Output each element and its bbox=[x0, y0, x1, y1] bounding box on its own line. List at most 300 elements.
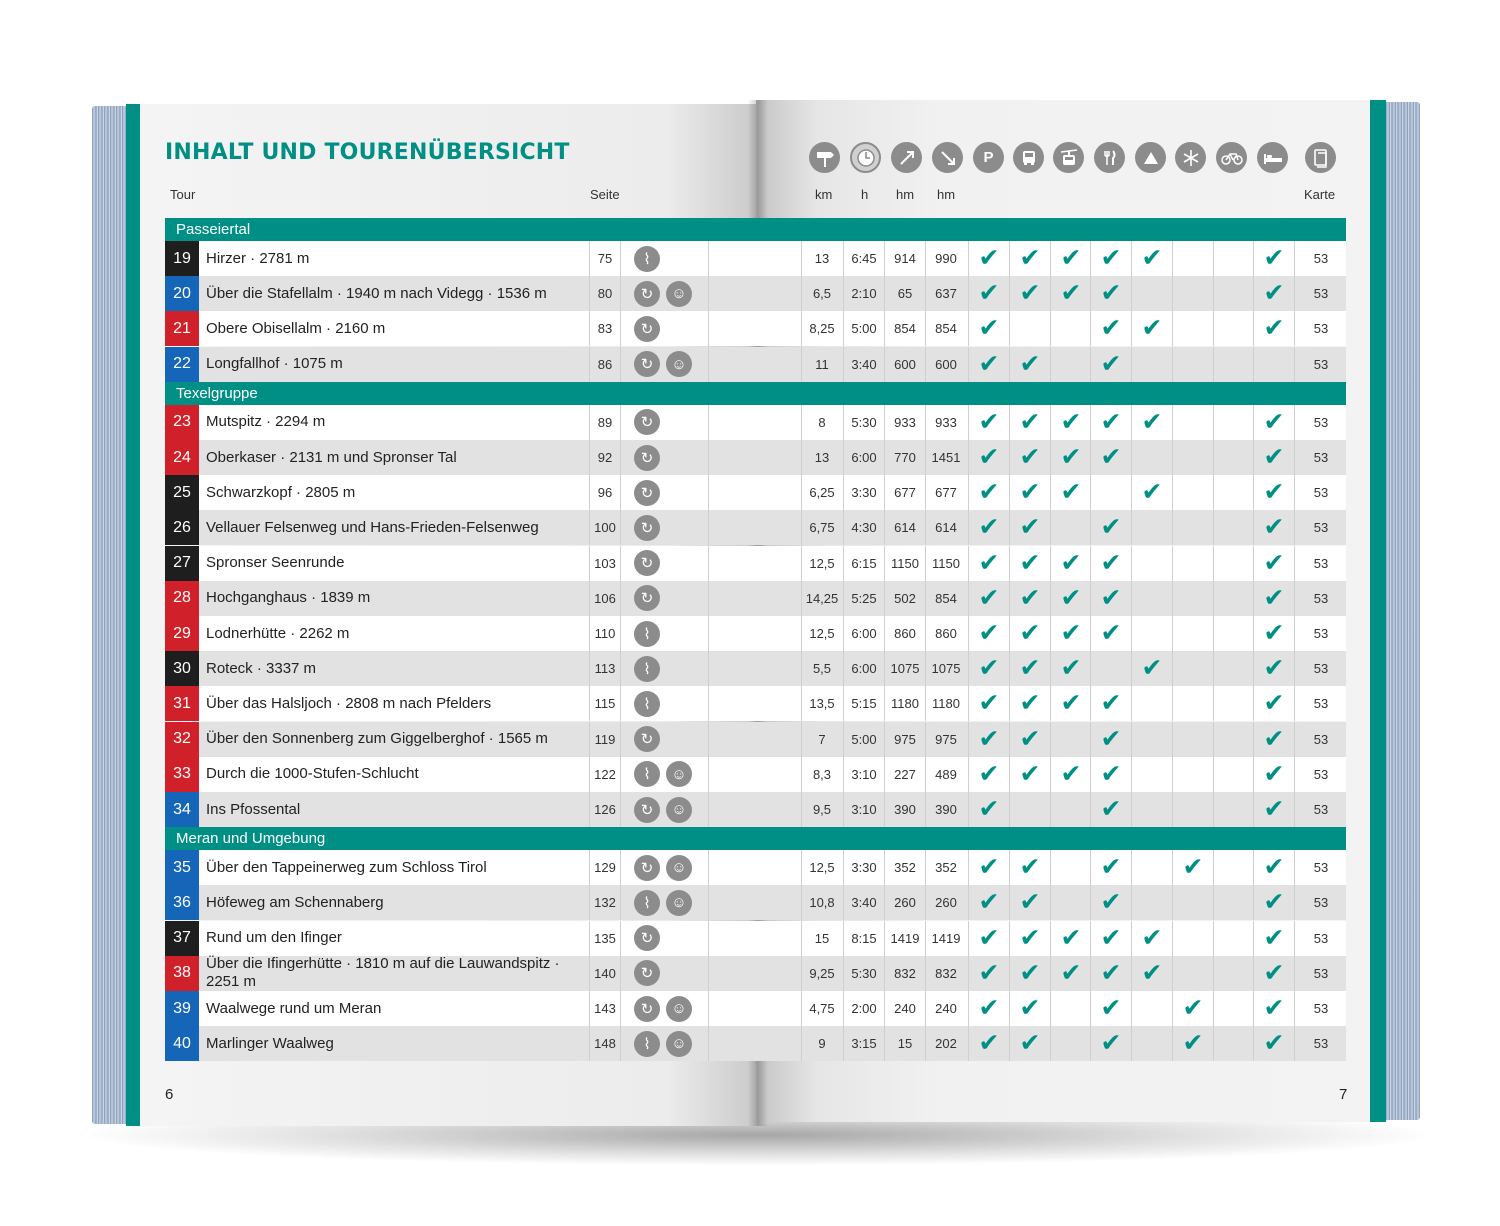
tour-number: 23 bbox=[165, 405, 199, 440]
check-icon: ✔ bbox=[1100, 443, 1122, 471]
kids-icon: ☺ bbox=[666, 890, 692, 916]
empty-cell bbox=[708, 885, 749, 920]
check-cell bbox=[1131, 241, 1172, 276]
table-row[interactable] bbox=[165, 475, 1346, 510]
check-icon: ✔ bbox=[1060, 407, 1082, 436]
check-icon: ✔ bbox=[1060, 689, 1082, 718]
check-icon: ✔ bbox=[1263, 795, 1285, 823]
table-row[interactable] bbox=[165, 347, 1346, 382]
check-icon: ✔ bbox=[1019, 689, 1041, 718]
kids-icon: ☺ bbox=[666, 855, 692, 881]
tour-number: 33 bbox=[165, 757, 199, 792]
clock-icon bbox=[850, 142, 881, 173]
check-cell bbox=[1213, 440, 1254, 475]
right-teal-border bbox=[1370, 100, 1386, 1122]
tour-number: 32 bbox=[165, 722, 199, 757]
empty-cell bbox=[708, 440, 749, 475]
tour-name: Vellauer Felsenweg und Hans-Frieden-Felsenweg bbox=[206, 518, 539, 536]
tour-descent: 975 bbox=[925, 722, 966, 757]
check-cell bbox=[1253, 581, 1294, 616]
check-cell bbox=[1213, 921, 1254, 956]
check-cell bbox=[1253, 475, 1294, 510]
table-row[interactable] bbox=[165, 792, 1346, 827]
check-cell bbox=[1050, 1026, 1091, 1061]
tour-ascent: 502 bbox=[884, 581, 925, 616]
check-cell bbox=[968, 241, 1009, 276]
check-cell bbox=[1131, 885, 1172, 920]
table-row[interactable] bbox=[165, 1026, 1346, 1061]
tour-name: Roteck · 3337 m bbox=[206, 659, 317, 677]
check-cell bbox=[1050, 956, 1091, 991]
tour-number: 28 bbox=[165, 581, 199, 616]
tour-name: Lodnerhütte · 2262 m bbox=[206, 624, 350, 642]
tour-symbols bbox=[620, 347, 708, 382]
check-cell bbox=[1172, 1026, 1213, 1061]
tour-page: 86 bbox=[589, 347, 620, 382]
tour-name: Über den Tappeinerweg zum Schloss Tirol bbox=[206, 858, 487, 876]
tour-descent: 637 bbox=[925, 276, 966, 311]
loop-icon: ↻ bbox=[634, 797, 660, 823]
tour-distance: 6,75 bbox=[801, 510, 842, 545]
check-cell bbox=[1009, 991, 1050, 1026]
tour-name: Durch die 1000-Stufen-Schlucht bbox=[206, 765, 419, 783]
tour-number: 30 bbox=[165, 651, 199, 686]
check-icon: ✔ bbox=[1141, 958, 1163, 987]
tour-map: 53 bbox=[1294, 276, 1347, 311]
loop-icon: ↻ bbox=[634, 445, 660, 471]
check-icon: ✔ bbox=[1100, 1029, 1122, 1058]
check-cell bbox=[1253, 1026, 1294, 1061]
check-icon: ✔ bbox=[1019, 407, 1041, 436]
tour-name: Oberkaser · 2131 m und Spronser Tal bbox=[206, 448, 457, 466]
tour-name: Über den Sonnenberg zum Giggelberghof · 1565 m bbox=[206, 730, 548, 748]
tour-page: 113 bbox=[589, 651, 620, 686]
tour-name: Obere Obisellalm · 2160 m bbox=[206, 319, 386, 337]
tour-number: 39 bbox=[165, 991, 199, 1026]
tour-map: 53 bbox=[1294, 757, 1347, 792]
table-row[interactable] bbox=[165, 885, 1346, 920]
check-cell bbox=[968, 757, 1009, 792]
check-icon: ✔ bbox=[1100, 795, 1122, 823]
check-cell bbox=[1131, 311, 1172, 346]
check-icon: ✔ bbox=[978, 513, 1000, 542]
tour-symbols bbox=[620, 792, 708, 827]
check-icon: ✔ bbox=[1019, 853, 1041, 882]
check-icon: ✔ bbox=[978, 583, 1000, 612]
tour-ascent: 832 bbox=[884, 956, 925, 991]
tour-map: 53 bbox=[1294, 792, 1347, 827]
bus-icon bbox=[1013, 142, 1044, 173]
table-row[interactable] bbox=[165, 686, 1346, 721]
header-h: h bbox=[861, 187, 869, 202]
check-icon: ✔ bbox=[1100, 958, 1122, 987]
check-cell bbox=[1172, 440, 1213, 475]
check-icon: ✔ bbox=[1019, 888, 1041, 917]
check-icon: ✔ bbox=[1263, 888, 1285, 917]
left-teal-border bbox=[126, 104, 140, 1126]
check-cell bbox=[1090, 405, 1131, 440]
table-row[interactable] bbox=[165, 510, 1346, 545]
check-icon: ✔ bbox=[1019, 1029, 1041, 1058]
check-cell bbox=[1253, 722, 1294, 757]
restaurant-icon bbox=[1094, 142, 1125, 173]
tour-symbols bbox=[620, 440, 708, 475]
check-cell bbox=[1213, 1026, 1254, 1061]
check-cell bbox=[968, 991, 1009, 1026]
check-cell bbox=[1213, 546, 1254, 581]
winter-icon bbox=[1175, 142, 1206, 173]
check-cell bbox=[1131, 581, 1172, 616]
table-row[interactable] bbox=[165, 651, 1346, 686]
check-icon: ✔ bbox=[1060, 244, 1082, 272]
table-row[interactable] bbox=[165, 581, 1346, 616]
table-row[interactable] bbox=[165, 757, 1346, 792]
check-icon: ✔ bbox=[1100, 548, 1122, 577]
check-cell bbox=[1050, 757, 1091, 792]
check-cell bbox=[1172, 651, 1213, 686]
tour-name: Über die Ifingerhütte · 1810 m auf die Lauwandspitz · 2251 m bbox=[206, 955, 560, 991]
route-icon: ⌇ bbox=[634, 1031, 660, 1057]
tour-ascent: 1075 bbox=[884, 651, 925, 686]
tour-map: 53 bbox=[1294, 475, 1347, 510]
tour-descent: 352 bbox=[925, 850, 966, 885]
check-cell bbox=[1090, 850, 1131, 885]
check-cell bbox=[1213, 651, 1254, 686]
check-cell bbox=[1213, 991, 1254, 1026]
empty-cell bbox=[708, 546, 749, 581]
tour-map: 53 bbox=[1294, 956, 1347, 991]
empty-cell bbox=[708, 850, 749, 885]
check-icon: ✔ bbox=[978, 443, 1000, 471]
tour-descent: 1150 bbox=[925, 546, 966, 581]
check-icon: ✔ bbox=[1100, 923, 1122, 952]
check-icon: ✔ bbox=[978, 1029, 1000, 1058]
tour-descent: 1419 bbox=[925, 921, 966, 956]
check-cell bbox=[1213, 956, 1254, 991]
table-row[interactable] bbox=[165, 991, 1346, 1026]
check-icon: ✔ bbox=[978, 795, 1000, 823]
check-icon: ✔ bbox=[1019, 513, 1041, 542]
check-cell bbox=[1050, 686, 1091, 721]
check-icon: ✔ bbox=[978, 478, 1000, 507]
check-cell bbox=[1090, 885, 1131, 920]
table-row[interactable] bbox=[165, 850, 1346, 885]
table-row[interactable] bbox=[165, 311, 1346, 346]
tour-number: 35 bbox=[165, 850, 199, 885]
tour-ascent: 260 bbox=[884, 885, 925, 920]
tour-ascent: 240 bbox=[884, 991, 925, 1026]
check-cell bbox=[1009, 686, 1050, 721]
tour-map: 53 bbox=[1294, 921, 1347, 956]
check-cell bbox=[1253, 546, 1294, 581]
empty-cell bbox=[708, 792, 749, 827]
table-row[interactable] bbox=[165, 241, 1346, 276]
tour-symbols bbox=[620, 722, 708, 757]
tour-descent: 240 bbox=[925, 991, 966, 1026]
tour-distance: 12,5 bbox=[801, 616, 842, 651]
tour-distance: 6,5 bbox=[801, 276, 842, 311]
check-cell bbox=[1131, 651, 1172, 686]
check-cell bbox=[968, 885, 1009, 920]
check-cell bbox=[1172, 956, 1213, 991]
check-icon: ✔ bbox=[1060, 759, 1082, 788]
kids-icon: ☺ bbox=[666, 281, 692, 307]
tour-descent: 860 bbox=[925, 616, 966, 651]
check-icon: ✔ bbox=[978, 994, 1000, 1022]
check-cell bbox=[1172, 722, 1213, 757]
cablecar-icon bbox=[1053, 142, 1084, 173]
tour-page: 96 bbox=[589, 475, 620, 510]
check-cell bbox=[1050, 850, 1091, 885]
tour-map: 53 bbox=[1294, 722, 1347, 757]
page-number-left: 6 bbox=[165, 1086, 174, 1103]
check-icon: ✔ bbox=[1060, 478, 1082, 507]
empty-cell bbox=[708, 722, 749, 757]
check-cell bbox=[1090, 347, 1131, 382]
check-cell bbox=[1213, 616, 1254, 651]
tour-page: 119 bbox=[589, 722, 620, 757]
tour-duration: 8:15 bbox=[843, 921, 884, 956]
tour-distance: 11 bbox=[801, 347, 842, 382]
tour-duration: 3:30 bbox=[843, 475, 884, 510]
tour-distance: 8,25 bbox=[801, 311, 842, 346]
check-icon: ✔ bbox=[978, 548, 1000, 577]
tour-symbols bbox=[620, 311, 708, 346]
check-icon: ✔ bbox=[1019, 349, 1041, 378]
tour-distance: 6,25 bbox=[801, 475, 842, 510]
tour-name: Marlinger Waalweg bbox=[206, 1034, 334, 1052]
tour-number: 21 bbox=[165, 311, 199, 346]
empty-cell bbox=[708, 475, 749, 510]
tour-ascent: 390 bbox=[884, 792, 925, 827]
tour-name: Ins Pfossental bbox=[206, 800, 301, 818]
check-icon: ✔ bbox=[1263, 759, 1285, 788]
tour-name: Schwarzkopf · 2805 m bbox=[206, 483, 356, 501]
check-cell bbox=[1253, 850, 1294, 885]
header-hm-down: hm bbox=[937, 187, 956, 202]
title-arrow-icon bbox=[126, 136, 140, 160]
check-cell bbox=[1050, 616, 1091, 651]
tour-symbols bbox=[620, 510, 708, 545]
check-cell bbox=[1253, 991, 1294, 1026]
signpost-icon bbox=[809, 142, 840, 173]
check-icon: ✔ bbox=[1019, 583, 1041, 612]
table-row[interactable] bbox=[165, 405, 1346, 440]
tour-number: 31 bbox=[165, 686, 199, 721]
check-cell bbox=[1090, 276, 1131, 311]
header-km: km bbox=[815, 187, 833, 202]
check-icon: ✔ bbox=[1141, 314, 1163, 343]
check-cell bbox=[1253, 347, 1294, 382]
check-cell bbox=[1213, 686, 1254, 721]
tour-map: 53 bbox=[1294, 241, 1347, 276]
check-icon: ✔ bbox=[1100, 689, 1122, 718]
check-icon: ✔ bbox=[978, 654, 1000, 683]
check-cell bbox=[1050, 276, 1091, 311]
tour-distance: 13 bbox=[801, 440, 842, 475]
check-cell bbox=[1009, 757, 1050, 792]
bed-icon bbox=[1257, 142, 1288, 173]
tour-distance: 7 bbox=[801, 722, 842, 757]
check-cell bbox=[1050, 510, 1091, 545]
check-cell bbox=[968, 276, 1009, 311]
check-cell bbox=[1009, 651, 1050, 686]
check-icon: ✔ bbox=[1263, 583, 1285, 612]
check-icon: ✔ bbox=[1263, 1029, 1285, 1058]
empty-cell bbox=[708, 757, 749, 792]
page-title: INHALT UND TOURENÜBERSICHT bbox=[165, 140, 570, 165]
tour-number: 26 bbox=[165, 510, 199, 545]
check-cell bbox=[1131, 991, 1172, 1026]
loop-icon: ↻ bbox=[634, 996, 660, 1022]
tour-number: 37 bbox=[165, 921, 199, 956]
tour-distance: 8,3 bbox=[801, 757, 842, 792]
check-cell bbox=[1131, 276, 1172, 311]
tour-map: 53 bbox=[1294, 885, 1347, 920]
tour-number: 22 bbox=[165, 347, 199, 382]
check-cell bbox=[1009, 616, 1050, 651]
check-icon: ✔ bbox=[1060, 654, 1082, 683]
table-row[interactable] bbox=[165, 921, 1346, 956]
check-cell bbox=[1050, 311, 1091, 346]
check-cell bbox=[968, 546, 1009, 581]
check-cell bbox=[1172, 757, 1213, 792]
tour-descent: 677 bbox=[925, 475, 966, 510]
check-cell bbox=[1090, 510, 1131, 545]
check-cell bbox=[968, 686, 1009, 721]
check-icon: ✔ bbox=[1100, 724, 1122, 753]
route-icon: ⌇ bbox=[634, 246, 660, 272]
check-cell bbox=[968, 850, 1009, 885]
tour-distance: 9,25 bbox=[801, 956, 842, 991]
check-icon: ✔ bbox=[1060, 279, 1082, 308]
tour-duration: 6:15 bbox=[843, 546, 884, 581]
route-icon: ⌇ bbox=[634, 761, 660, 787]
tour-page: 83 bbox=[589, 311, 620, 346]
check-cell bbox=[968, 475, 1009, 510]
check-cell bbox=[1172, 546, 1213, 581]
check-cell bbox=[1090, 757, 1131, 792]
route-icon: ⌇ bbox=[634, 890, 660, 916]
check-cell bbox=[968, 347, 1009, 382]
check-icon: ✔ bbox=[1182, 994, 1204, 1022]
loop-icon: ↻ bbox=[634, 409, 660, 435]
tour-number: 24 bbox=[165, 440, 199, 475]
kids-icon: ☺ bbox=[666, 797, 692, 823]
check-cell bbox=[1213, 347, 1254, 382]
check-cell bbox=[1131, 1026, 1172, 1061]
check-cell bbox=[1090, 722, 1131, 757]
empty-cell bbox=[708, 276, 749, 311]
tour-name: Spronser Seenrunde bbox=[206, 554, 345, 572]
route-icon: ⌇ bbox=[634, 691, 660, 717]
tour-ascent: 1150 bbox=[884, 546, 925, 581]
empty-cell bbox=[708, 241, 749, 276]
check-icon: ✔ bbox=[1182, 853, 1204, 882]
check-cell bbox=[1090, 921, 1131, 956]
tour-ascent: 352 bbox=[884, 850, 925, 885]
tour-number: 36 bbox=[165, 885, 199, 920]
check-icon: ✔ bbox=[1060, 548, 1082, 577]
check-cell bbox=[1253, 440, 1294, 475]
tour-map: 53 bbox=[1294, 616, 1347, 651]
check-cell bbox=[1009, 956, 1050, 991]
tour-symbols bbox=[620, 276, 708, 311]
loop-icon: ↻ bbox=[634, 550, 660, 576]
tour-duration: 3:30 bbox=[843, 850, 884, 885]
header-seite: Seite bbox=[590, 187, 620, 202]
table-row[interactable] bbox=[165, 722, 1346, 757]
check-cell bbox=[1172, 921, 1213, 956]
check-icon: ✔ bbox=[1019, 724, 1041, 753]
tour-name: Höfeweg am Schennaberg bbox=[206, 893, 384, 911]
check-icon: ✔ bbox=[1263, 407, 1285, 436]
check-icon: ✔ bbox=[1141, 244, 1163, 272]
check-cell bbox=[1172, 311, 1213, 346]
tour-ascent: 914 bbox=[884, 241, 925, 276]
kids-icon: ☺ bbox=[666, 761, 692, 787]
check-cell bbox=[1009, 792, 1050, 827]
table-row[interactable] bbox=[165, 276, 1346, 311]
tour-duration: 3:15 bbox=[843, 1026, 884, 1061]
table-row[interactable] bbox=[165, 546, 1346, 581]
check-cell bbox=[1009, 311, 1050, 346]
check-cell bbox=[1090, 581, 1131, 616]
tour-descent: 854 bbox=[925, 581, 966, 616]
page-number-right: 7 bbox=[1339, 1086, 1348, 1103]
tour-symbols bbox=[620, 546, 708, 581]
tour-number: 29 bbox=[165, 616, 199, 651]
table-row[interactable] bbox=[165, 616, 1346, 651]
tour-map: 53 bbox=[1294, 991, 1347, 1026]
check-icon: ✔ bbox=[978, 724, 1000, 753]
check-icon: ✔ bbox=[1141, 654, 1163, 683]
loop-icon: ↻ bbox=[634, 351, 660, 377]
map-icon bbox=[1305, 142, 1336, 173]
tour-duration: 6:45 bbox=[843, 241, 884, 276]
check-cell bbox=[1253, 956, 1294, 991]
tour-descent: 1075 bbox=[925, 651, 966, 686]
table-row[interactable] bbox=[165, 956, 1346, 991]
check-cell bbox=[1050, 792, 1091, 827]
tour-number: 20 bbox=[165, 276, 199, 311]
loop-icon: ↻ bbox=[634, 480, 660, 506]
tour-descent: 489 bbox=[925, 757, 966, 792]
table-row[interactable] bbox=[165, 440, 1346, 475]
check-cell bbox=[968, 405, 1009, 440]
tour-number: 25 bbox=[165, 475, 199, 510]
check-icon: ✔ bbox=[1019, 759, 1041, 788]
check-cell bbox=[1131, 850, 1172, 885]
check-cell bbox=[1253, 311, 1294, 346]
tour-page: 92 bbox=[589, 440, 620, 475]
tour-duration: 5:15 bbox=[843, 686, 884, 721]
loop-icon: ↻ bbox=[634, 960, 660, 986]
check-icon: ✔ bbox=[1263, 244, 1285, 272]
check-cell bbox=[1131, 686, 1172, 721]
tour-ascent: 614 bbox=[884, 510, 925, 545]
check-cell bbox=[1090, 1026, 1131, 1061]
route-icon: ⌇ bbox=[634, 621, 660, 647]
tour-duration: 6:00 bbox=[843, 616, 884, 651]
tour-duration: 5:30 bbox=[843, 956, 884, 991]
check-cell bbox=[1131, 510, 1172, 545]
check-cell bbox=[968, 440, 1009, 475]
tour-descent: 260 bbox=[925, 885, 966, 920]
tour-symbols bbox=[620, 850, 708, 885]
tour-map: 53 bbox=[1294, 850, 1347, 885]
tour-page: 115 bbox=[589, 686, 620, 721]
